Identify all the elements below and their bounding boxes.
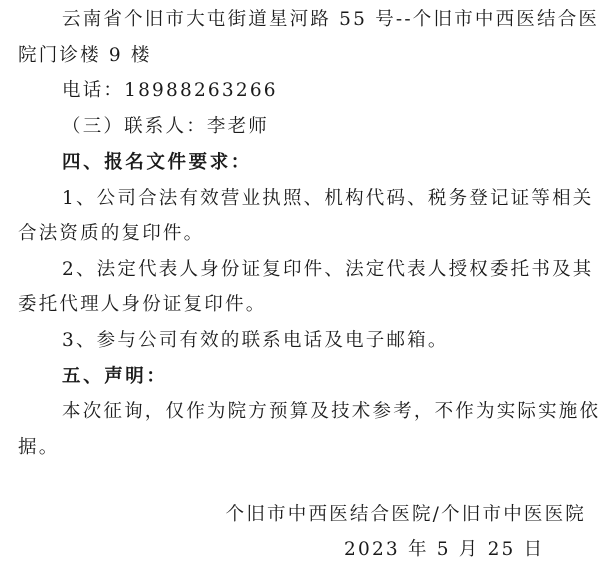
phone-line: 电话：18988263266 (62, 80, 278, 101)
section-4-item-1-line-2: 合法资质的复印件。 (18, 223, 205, 244)
address-line-2: 院门诊楼 9 楼 (18, 45, 152, 66)
section-4-item-3: 3、参与公司有效的联系电话及电子邮箱。 (62, 330, 449, 351)
signature-date: 2023 年 5 月 25 日 (344, 539, 545, 560)
section-5-heading: 五、声明： (62, 366, 168, 387)
section-4-item-2-line-2: 委托代理人身份证复印件。 (18, 294, 267, 315)
section-4-item-2-line-1: 2、法定代表人身份证复印件、法定代表人授权委托书及其 (62, 259, 594, 280)
signature-organization: 个旧市中西医结合医院/个旧市中医医院 (225, 504, 586, 525)
address-line-1: 云南省个旧市大屯街道星河路 55 号--个旧市中西医结合医 (62, 9, 600, 30)
section-5-text-line-2: 据。 (18, 437, 60, 458)
contact-line: （三）联系人：李老师 (62, 116, 270, 137)
section-5-text-line-1: 本次征询，仅作为院方预算及技术参考，不作为实际实施依 (62, 401, 600, 422)
section-4-heading: 四、报名文件要求： (62, 152, 252, 173)
section-4-item-1-line-1: 1、公司合法有效营业执照、机构代码、税务登记证等相关 (62, 188, 594, 209)
